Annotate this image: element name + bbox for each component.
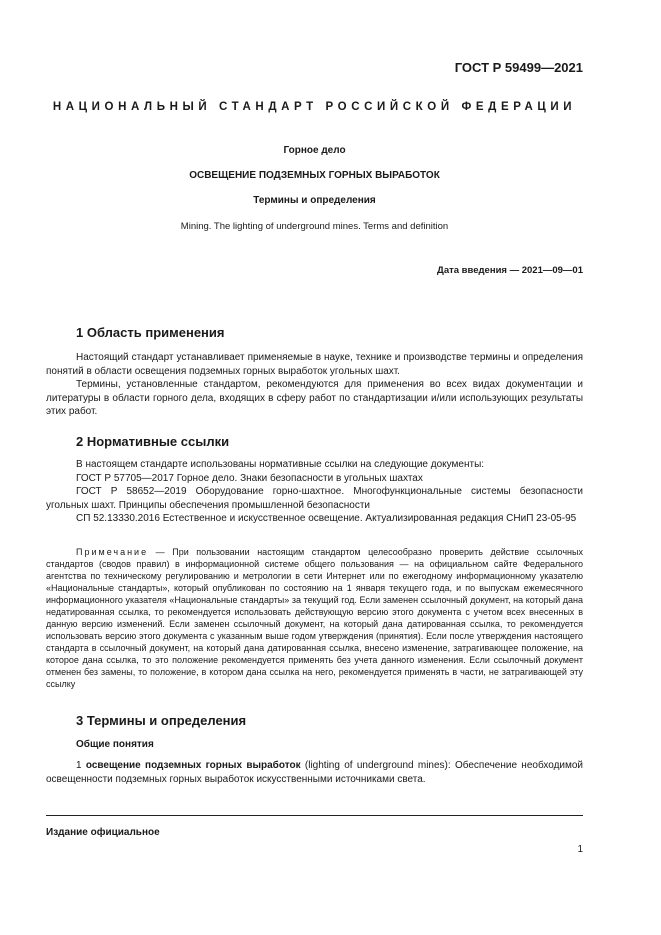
- note-text: — При пользовании настоящим стандартом целесообразно проверить действие ссылочных стандартов (сводов правил) в информационной системе общего пользования — на официальном сайте Федерального агентства по техническому регулированию и метрологии в сети Интернет или по ежегодному информационному указателю «Национальные стандарты», который опубликован по состоянию на 1 января текущего года, и по выпускам ежемесячного информационного указателя «Национальные стандарты» за текущий год. Если заменен ссылочный документ, на который дана недатированная ссылка, то рекомендуется использовать действующую версию этого документа с учетом всех внесенных в данную версию изменений. Если заменен ссылочный документ, на который дана датированная ссылка, то рекомендуется использовать версию этого документа с указанным выше годом утверждения (принятия). Если после утверждения настоящего стандарта в ссылочный документ, на который дана датированная ссылка, внесено изменение, затрагивающее положение, на которое дана ссылка, то это положение рекомендуется применять без учета данного изменения. Если ссылочный документ отменен без замены, то положение, в котором дана ссылка на него, рекомендуется применять в части, не затрагивающей эту ссылку: [46, 547, 583, 689]
- term-definition-text: (lighting of underground mines): Обеспечение необходимой освещенности подземных горных выработок искусственными источниками света.: [46, 760, 584, 785]
- official-edition-label: Издание официальное: [46, 827, 160, 838]
- paragraph: Термины, установленные стандартом, рекомендуются для применения во всех видах документации и литературы в области горного дела, входящих в сферу работ по стандартизации и/или использующих результаты этих работ.: [46, 379, 583, 417]
- term-definition: [46, 759, 583, 786]
- subject-title: Горное дело: [283, 145, 346, 156]
- term-name: освещение подземных горных выработок: [85, 760, 301, 771]
- section-3-heading: 3 Термины и определения: [76, 713, 247, 728]
- national-standard-title: НАЦИОНАЛЬНЫЙ СТАНДАРТ РОССИЙСКОЙ ФЕДЕРАЦИИ: [52, 101, 577, 113]
- paragraph: В настоящем стандарте использованы нормативные ссылки на следующие документы:: [76, 459, 485, 470]
- sub-title: Термины и определения: [253, 195, 376, 206]
- footer-divider: [46, 815, 583, 816]
- introduction-date: Дата введения — 2021—09—01: [437, 265, 583, 276]
- paragraph: Настоящий стандарт устанавливает применяемые в науке, технике и производстве термины и определения понятий в области освещения подземных горных выработок угольных шахт.: [46, 352, 583, 377]
- term-number: 1: [76, 760, 82, 771]
- section-2-heading: 2 Нормативные ссылки: [76, 434, 230, 449]
- english-title: Mining. The lighting of underground mines. Terms and definition: [180, 221, 449, 232]
- note-label: Примечание: [76, 547, 149, 557]
- note-block: [46, 546, 583, 690]
- reference-item: ГОСТ Р 57705—2017 Горное дело. Знаки безопасности в угольных шахтах: [76, 472, 423, 484]
- section-3-subheading: Общие понятия: [76, 739, 154, 750]
- section-2-body: [46, 458, 583, 526]
- section-1-heading: 1 Область применения: [76, 325, 225, 340]
- reference-item: ГОСТ Р 58652—2019 Оборудование горно-шахтное. Многофункциональные системы безопасности угольных шахт. Принципы обеспечения промышленной безопасности: [46, 486, 583, 511]
- gost-number: ГОСТ Р 59499—2021: [454, 60, 583, 75]
- section-1-body: [46, 351, 583, 419]
- page-number: 1: [577, 844, 583, 855]
- reference-item: СП 52.13330.2016 Естественное и искусственное освещение. Актуализированная редакция СНиП 23-05-95: [76, 513, 577, 524]
- main-title: ОСВЕЩЕНИЕ ПОДЗЕМНЫХ ГОРНЫХ ВЫРАБОТОК: [189, 170, 440, 181]
